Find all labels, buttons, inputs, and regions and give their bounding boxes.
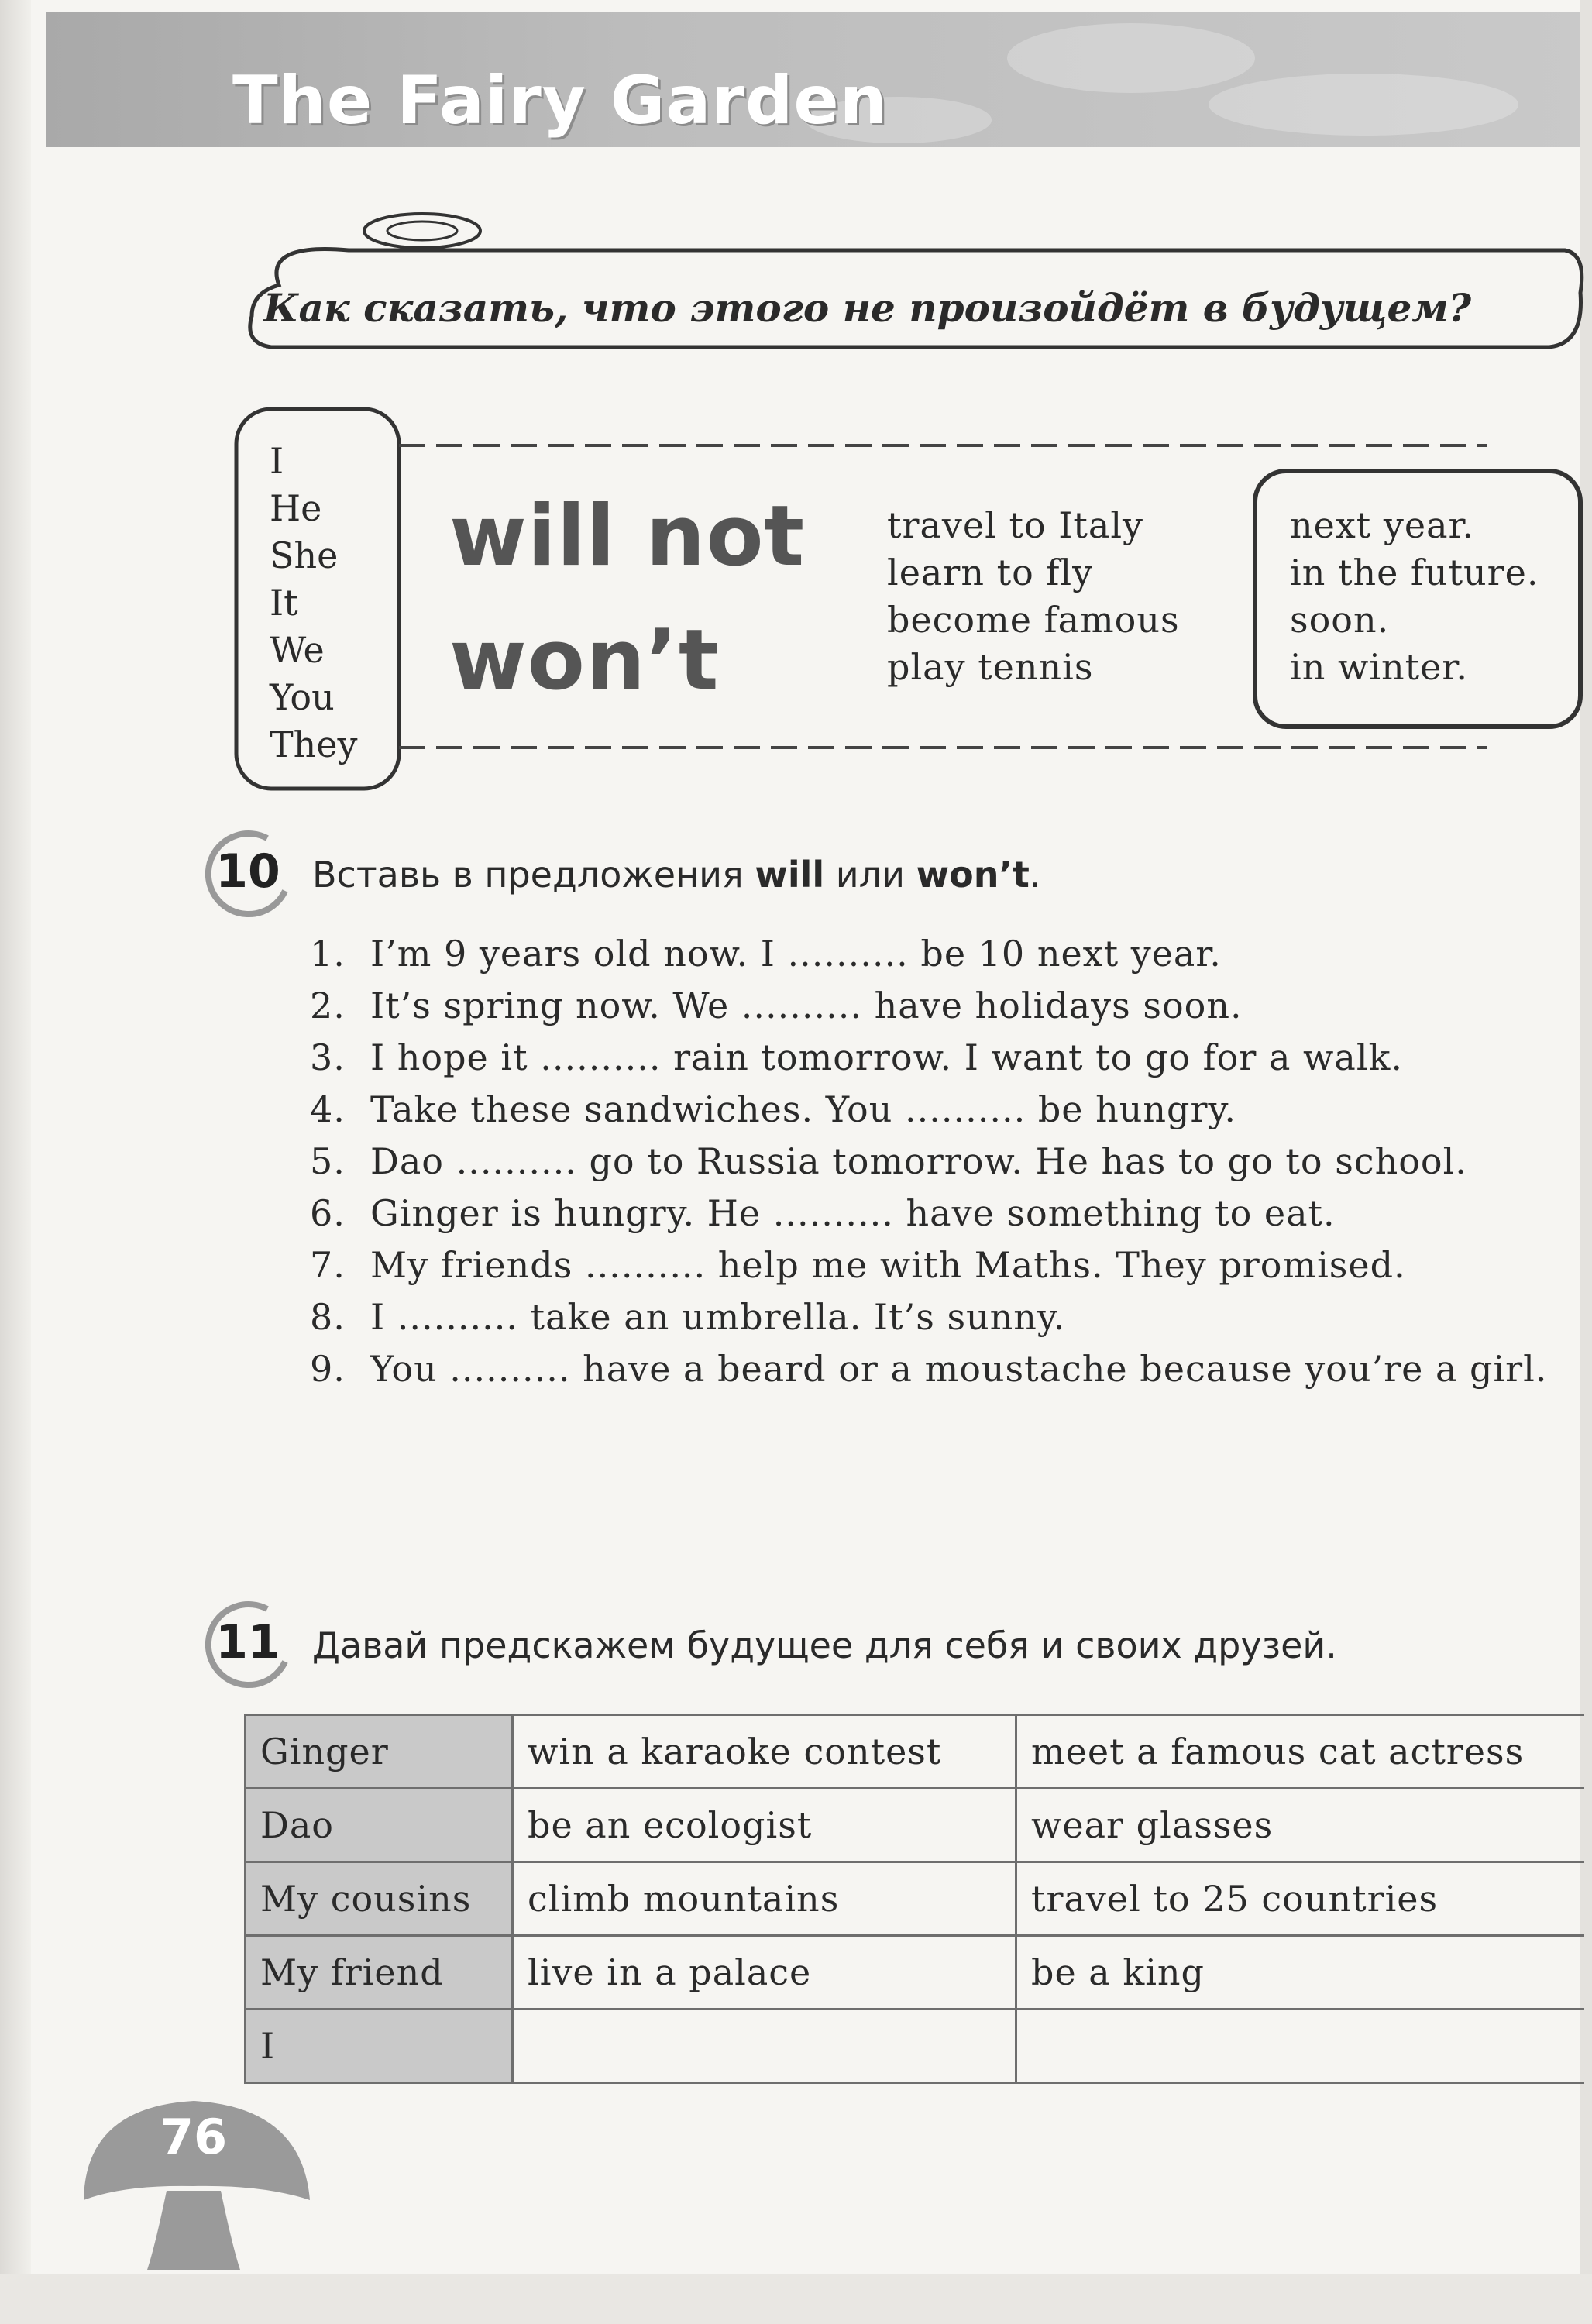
negative-short-form: won’t [449,612,720,709]
time-expression-list [1290,502,1584,691]
table-cell [1016,2009,1585,2083]
table-cell: live in a palace [513,1936,1016,2009]
table-cell: meet a famous cat actress [1016,1715,1585,1789]
time-expression: soon. [1290,599,1390,641]
table-cell-name: I [246,2009,513,2083]
verb-phrase-list [887,502,1243,691]
verb-phrase: become famous [887,599,1180,641]
question-heading: Как сказать, что этого не произойдёт в будущем? [263,285,1472,331]
verb-phrase: learn to fly [887,552,1094,593]
table-row [246,1715,1585,1789]
pronoun-list [270,438,401,768]
table-cell-name: Ginger [246,1715,513,1789]
table-cell: win a karaoke contest [513,1715,1016,1789]
table-cell-name: My friend [246,1936,513,2009]
table-cell: climb mountains [513,1862,1016,1936]
table-row [246,1936,1585,2009]
table-row [246,2009,1585,2083]
exercise-10-number: 10 [215,844,280,899]
table-cell-name: Dao [246,1789,513,1862]
scan-left-margin [0,0,31,2324]
verb-phrase: travel to Italy [887,504,1144,546]
list-item: 8. I .......... take an umbrella. It’s sunny. [310,1296,1066,1338]
pronoun: You [270,676,335,718]
verb-phrase: play tennis [887,646,1094,688]
list-item: 3. I hope it .......... rain tomorrow. I want to go for a walk. [310,1037,1404,1078]
pronoun: She [270,535,339,576]
table-cell: be an ecologist [513,1789,1016,1862]
table-cell: travel to 25 countries [1016,1862,1585,1936]
table-row [246,1789,1585,1862]
time-expression: in winter. [1290,646,1468,688]
list-item: 6. Ginger is hungry. He .......... have something to eat. [310,1192,1336,1234]
time-expression: next year. [1290,504,1475,546]
table-cell-name: My cousins [246,1862,513,1936]
scan-bottom-margin [0,2274,1592,2324]
list-item: 2. It’s spring now. We .......... have holidays soon. [310,985,1243,1026]
time-expression: in the future. [1290,552,1539,593]
page-number: 76 [160,2109,228,2165]
pronoun: He [270,487,322,529]
table-cell [513,2009,1016,2083]
page-header-title: The Fairy Garden [232,62,888,139]
list-item: 9. You .......... have a beard or a moustache because you’re a girl. [310,1348,1548,1390]
pronoun: It [270,582,298,624]
pronoun: They [270,724,358,765]
table-cell: be a king [1016,1936,1585,2009]
list-item: 1. I’m 9 years old now. I .......... be 10 next year. [310,933,1222,975]
exercise-11-number: 11 [215,1615,280,1669]
pronoun: I [270,440,284,482]
exercise-10-instruction: Вставь в предложения will или won’t. [312,854,1041,896]
prediction-table [244,1714,1584,2084]
table-cell: wear glasses [1016,1789,1585,1862]
exercise-11-instruction: Давай предскажем будущее для себя и своих друзей. [312,1624,1337,1666]
negative-full-form: will not [449,488,806,585]
list-item: 4. Take these sandwiches. You .......... be hungry. [310,1088,1236,1130]
exercise-10-sentences [310,930,1557,1397]
list-item: 5. Dao .......... go to Russia tomorrow. He has to go to school. [310,1140,1467,1182]
list-item: 7. My friends .......... help me with Maths. They promised. [310,1244,1406,1286]
pronoun: We [270,629,325,671]
table-row [246,1862,1585,1936]
